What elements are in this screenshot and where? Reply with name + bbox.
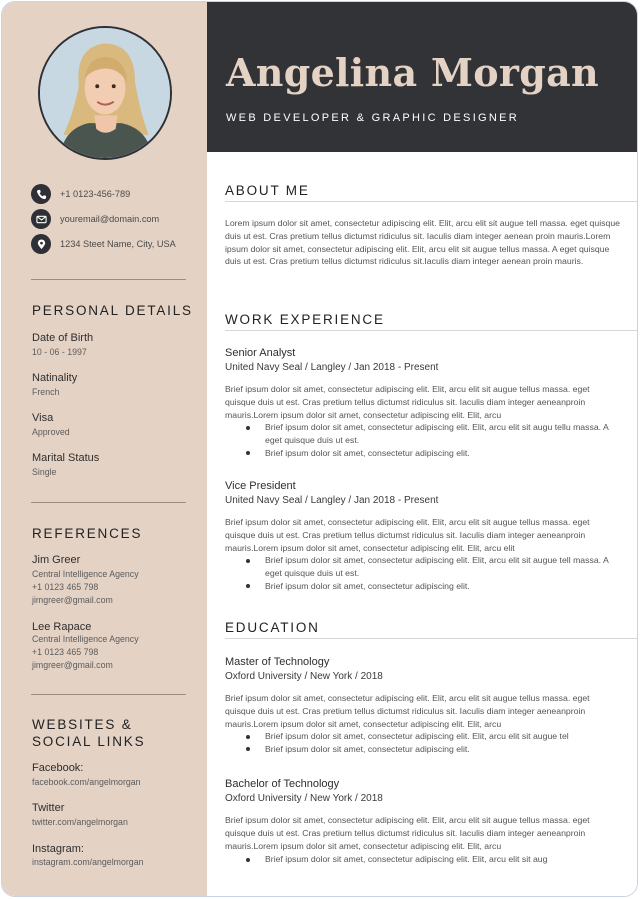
personal-label: Date of Birth bbox=[32, 332, 94, 344]
sidebar bbox=[2, 2, 207, 897]
degree-subtitle: Oxford University / New York / 2018 bbox=[225, 793, 383, 804]
candidate-title: WEB DEVELOPER & GRAPHIC DESIGNER bbox=[226, 112, 520, 124]
divider bbox=[31, 279, 186, 280]
bullet-item: Brief ipsum dolor sit amet, consectetur adipiscing elit. Elit, arcu elit sit augue tell massa. A eget quisque duis ut est. bbox=[225, 554, 620, 580]
website-link[interactable]: instagram.com/angelmorgan bbox=[32, 857, 144, 867]
job-subtitle: United Navy Seal / Langley / Jan 2018 - Present bbox=[225, 495, 439, 506]
education-heading: EDUCATION bbox=[225, 620, 320, 635]
personal-value: 10 - 06 - 1997 bbox=[32, 347, 87, 357]
personal-label: Natinality bbox=[32, 372, 78, 384]
divider bbox=[225, 201, 638, 202]
reference-email: jimgreer@gmail.com bbox=[32, 660, 113, 670]
reference-phone: +1 0123 465 798 bbox=[32, 582, 99, 592]
personal-label: Visa bbox=[32, 412, 54, 424]
degree-title: Bachelor of Technology bbox=[225, 778, 340, 790]
contact-phone-text: +1 0123-456-789 bbox=[60, 189, 131, 199]
reference-email: jimgreer@gmail.com bbox=[32, 595, 113, 605]
candidate-name: Angelina Morgan bbox=[226, 50, 599, 95]
email-icon bbox=[31, 209, 51, 229]
job-subtitle: United Navy Seal / Langley / Jan 2018 - Present bbox=[225, 362, 439, 373]
websites-heading-line1: WEBSITES & bbox=[32, 717, 133, 732]
divider bbox=[225, 330, 638, 331]
contact-email bbox=[31, 209, 201, 229]
bullet-item: Brief ipsum dolor sit amet, consectetur adipiscing elit. bbox=[225, 447, 620, 460]
degree-description: Brief ipsum dolor sit amet, consectetur adipiscing elit. Elit, arcu elit sit augue tellus massa. eget quisque duis ut est. Cras pretium tellus dictumst ridiculus sit. Iaculis diam integer aeneanproin mauris.Lorem ipsum dolor sit amet, consectetur adipiscing elit. Elit, arcu bbox=[225, 693, 590, 729]
contact-address-text: 1234 Steet Name, City, USA bbox=[60, 239, 176, 249]
personal-value: Approved bbox=[32, 427, 70, 437]
divider bbox=[31, 694, 186, 695]
website-link[interactable]: facebook.com/angelmorgan bbox=[32, 777, 141, 787]
job-title: Vice President bbox=[225, 480, 296, 492]
reference-name: Lee Rapace bbox=[32, 621, 92, 633]
resume-page bbox=[1, 1, 638, 897]
degree-bullets bbox=[225, 853, 620, 866]
job-title: Senior Analyst bbox=[225, 347, 296, 359]
degree-title: Master of Technology bbox=[225, 656, 330, 668]
job-description: Brief ipsum dolor sit amet, consectetur adipiscing elit. Elit, arcu elit sit augue tellus massa. eget quisque duis ut est. Cras pretium tellus dictumst ridiculus sit. Iaculis diam integer aeneanproin mauris.Lorem ipsum dolor sit amet, consectetur adipiscing elit. Elit, arcu elit bbox=[225, 517, 590, 553]
job-bullets bbox=[225, 554, 620, 592]
bullet-item: Brief ipsum dolor sit amet, consectetur adipiscing elit. Elit, arcu elit sit augu tellu massa. A eget quisque duis ut est. bbox=[225, 421, 620, 447]
reference-name: Jim Greer bbox=[32, 554, 81, 566]
reference-phone: +1 0123 465 798 bbox=[32, 647, 99, 657]
personal-value: French bbox=[32, 387, 60, 397]
website-label: Instagram: bbox=[32, 843, 84, 855]
contact-address bbox=[31, 234, 201, 254]
work-experience-heading: WORK EXPERIENCE bbox=[225, 312, 385, 327]
websites-heading-line2: SOCIAL LINKS bbox=[32, 734, 146, 749]
profile-photo bbox=[38, 26, 172, 160]
contact-email-text: youremail@domain.com bbox=[60, 214, 160, 224]
personal-label: Marital Status bbox=[32, 452, 100, 464]
degree-subtitle: Oxford University / New York / 2018 bbox=[225, 671, 383, 682]
bullet-item: Brief ipsum dolor sit amet, consectetur adipiscing elit. bbox=[225, 580, 620, 593]
degree-description: Brief ipsum dolor sit amet, consectetur adipiscing elit. Elit, arcu elit sit augue tellus massa. eget quisque duis ut est. Cras pretium tellus dictumst ridiculus sit. Iaculis diam integer aeneanproin mauris.Lorem ipsum dolor sit amet, consectetur adipiscing elit. Elit, arcu bbox=[225, 815, 590, 851]
references-heading: REFERENCES bbox=[32, 526, 143, 541]
location-pin-icon bbox=[31, 234, 51, 254]
personal-details-heading: PERSONAL DETAILS bbox=[32, 303, 193, 318]
website-link[interactable]: twitter.com/angelmorgan bbox=[32, 817, 128, 827]
website-label: Twitter bbox=[32, 802, 65, 814]
profile-photo-illustration bbox=[40, 28, 170, 158]
job-bullets bbox=[225, 421, 620, 459]
bullet-item: Brief ipsum dolor sit amet, consectetur adipiscing elit. bbox=[225, 743, 620, 756]
divider bbox=[225, 638, 638, 639]
bullet-item: Brief ipsum dolor sit amet, consectetur adipiscing elit. Elit, arcu elit sit augue tel bbox=[225, 730, 620, 743]
contact-phone bbox=[31, 184, 201, 204]
personal-value: Single bbox=[32, 467, 57, 477]
divider bbox=[31, 502, 186, 503]
about-heading: ABOUT ME bbox=[225, 183, 310, 198]
degree-bullets bbox=[225, 730, 620, 756]
reference-org: Central Intelligence Agency bbox=[32, 634, 139, 644]
about-text: Lorem ipsum dolor sit amet, consectetur adipiscing elit. Elit, arcu elit sit augue tell massa. eget quisque duis ut est. Cras pretium tellus dictumst ridiculus sit. Iaculis diam integer aenean proin mauris.Lorem ipsum dolor sit amet, consectetur adipiscing elit. Elit, arcu elit sit augue tellus massa. A eget quisque duis ut est. Cras pretium tellus dictumst ridiculus sit.Iaculis diam integer aenean proin mauris. bbox=[225, 218, 620, 267]
reference-org: Central Intelligence Agency bbox=[32, 569, 139, 579]
job-description: Brief ipsum dolor sit amet, consectetur adipiscing elit. Elit, arcu elit sit augue tellus massa. eget quisque duis ut est. Cras pretium tellus dictumst ridiculus sit. Iaculis diam integer aeneanproin mauris.Lorem ipsum dolor sit amet, consectetur adipiscing elit. Elit, arcu bbox=[225, 384, 590, 420]
bullet-item: Brief ipsum dolor sit amet, consectetur adipiscing elit. Elit, arcu elit sit aug bbox=[225, 853, 620, 866]
phone-icon bbox=[31, 184, 51, 204]
website-label: Facebook: bbox=[32, 762, 84, 774]
header-banner bbox=[207, 2, 638, 152]
